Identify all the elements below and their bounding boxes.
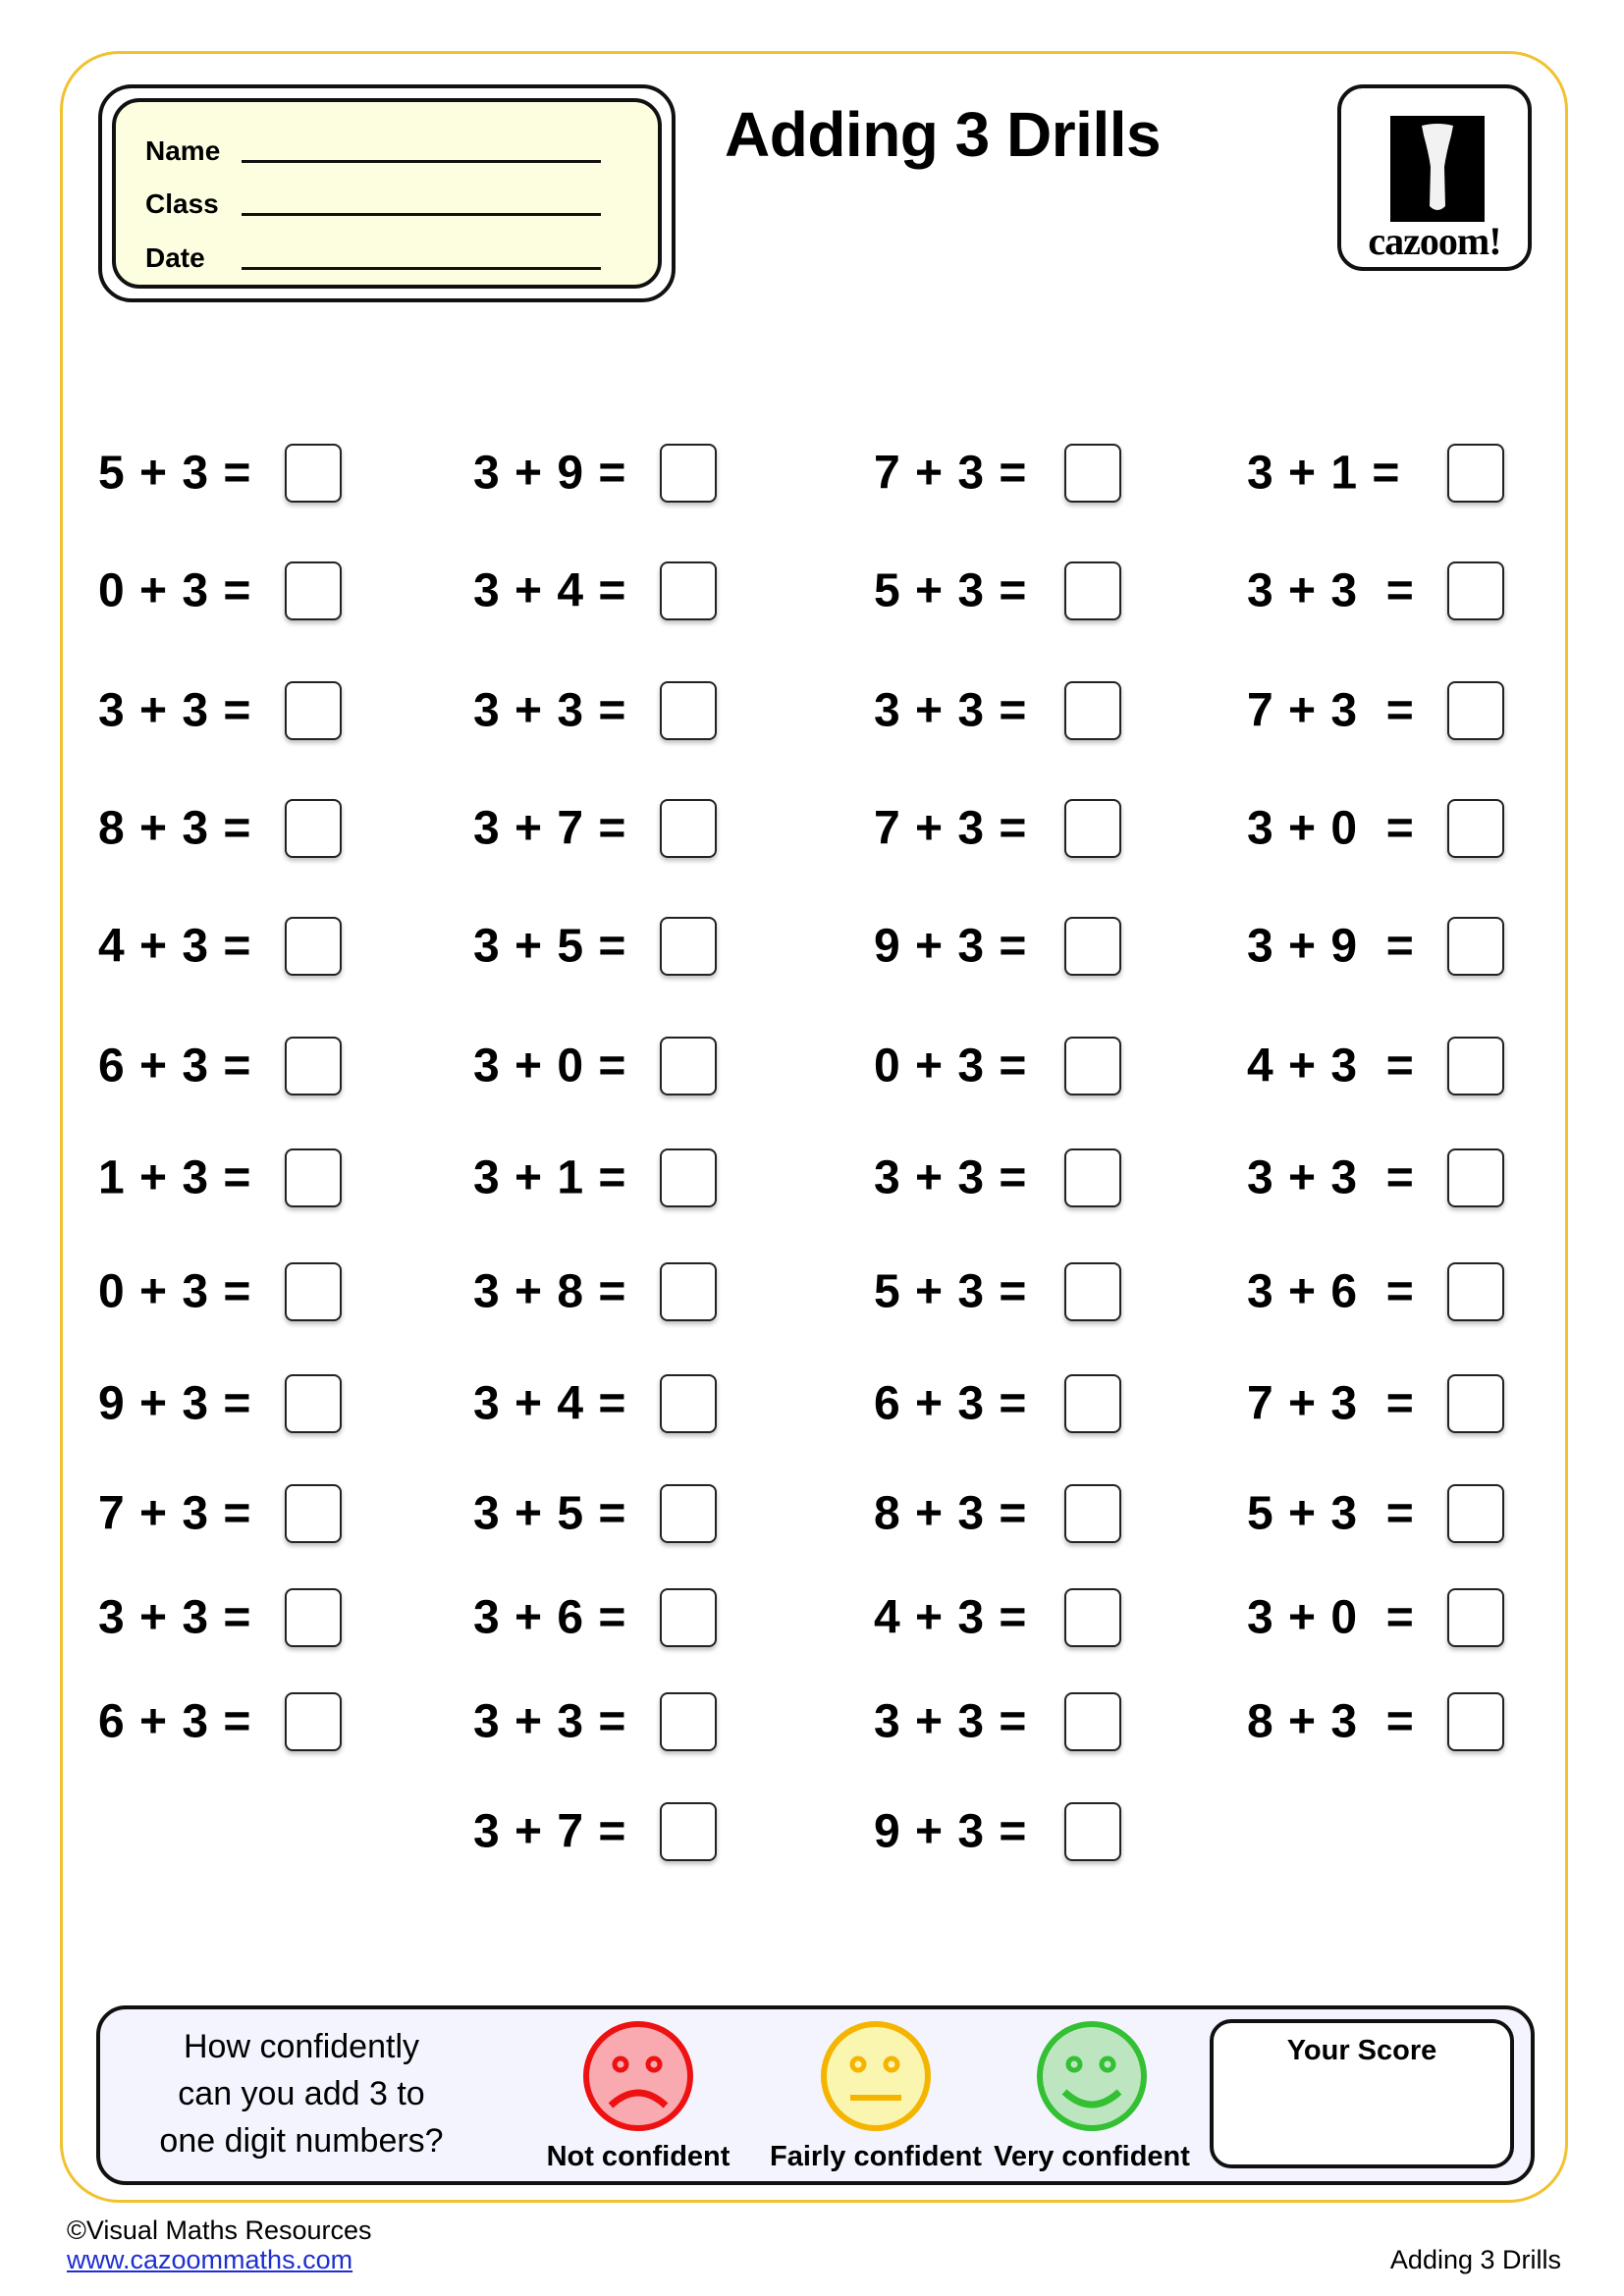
answer-box[interactable]	[1447, 444, 1504, 503]
problem-item	[1247, 1695, 1415, 1749]
cazoom-logo	[1337, 84, 1532, 271]
problem-expression: 9 + 3 =	[874, 920, 1028, 973]
problem-item	[1247, 1040, 1415, 1094]
answer-box[interactable]	[285, 1037, 342, 1095]
confidence-question	[130, 2023, 473, 2164]
problem-item	[874, 447, 1027, 501]
problem-item	[874, 1805, 1027, 1859]
answer-box[interactable]	[1447, 1148, 1504, 1207]
problem-expression: 3 + 3 =	[1247, 1151, 1415, 1204]
question-line: one digit numbers?	[159, 2122, 444, 2160]
problem-expression: 3 + 9 =	[1247, 920, 1415, 973]
problem-item	[874, 1265, 1027, 1319]
happy-face-icon	[1035, 2019, 1149, 2133]
answer-box[interactable]	[1064, 681, 1121, 740]
drum-icon	[1390, 116, 1485, 222]
problem-expression: 3 + 6 =	[1247, 1265, 1415, 1318]
problem-item	[874, 1591, 1027, 1645]
answer-box[interactable]	[1447, 1037, 1504, 1095]
class-label: Class	[145, 188, 219, 219]
option-fairly-confident[interactable]	[768, 2019, 984, 2173]
answer-box[interactable]	[1064, 1262, 1121, 1321]
problem-expression: 9 + 3 =	[98, 1377, 252, 1430]
problem-item	[473, 1591, 626, 1645]
problem-expression: 3 + 9 =	[473, 447, 627, 500]
problem-item	[1247, 802, 1415, 856]
answer-box[interactable]	[660, 1374, 717, 1433]
date-line[interactable]	[242, 267, 601, 270]
problem-item	[473, 1151, 626, 1205]
answer-box[interactable]	[285, 1692, 342, 1751]
problem-expression: 6 + 3 =	[98, 1695, 252, 1748]
problem-expression: 3 + 6 =	[473, 1591, 627, 1644]
problem-expression: 8 + 3 =	[1247, 1695, 1415, 1748]
option-label: Fairly confident	[770, 2141, 982, 2172]
problem-expression: 1 + 3 =	[98, 1151, 252, 1204]
problem-expression: 4 + 3 =	[98, 920, 252, 973]
answer-box[interactable]	[285, 799, 342, 858]
option-very-confident[interactable]	[989, 2019, 1195, 2173]
option-label: Not confident	[546, 2141, 731, 2172]
question-line: can you add 3 to	[178, 2075, 425, 2112]
answer-box[interactable]	[660, 1692, 717, 1751]
answer-box[interactable]	[1447, 1484, 1504, 1543]
student-info-box	[98, 84, 676, 302]
problem-item	[473, 1040, 626, 1094]
answer-box[interactable]	[285, 1374, 342, 1433]
page-title: Adding 3 Drills	[725, 99, 1162, 170]
problem-expression: 7 + 3 =	[1247, 1377, 1415, 1430]
sad-face-icon	[581, 2019, 695, 2133]
problem-expression: 3 + 7 =	[473, 1805, 627, 1858]
problem-item	[473, 1487, 626, 1541]
answer-box[interactable]	[1064, 1802, 1121, 1861]
problem-expression: 0 + 3 =	[98, 1265, 252, 1318]
answer-box[interactable]	[1447, 1692, 1504, 1751]
problem-item	[473, 802, 626, 856]
answer-box[interactable]	[285, 444, 342, 503]
problem-item	[98, 1377, 251, 1431]
problem-item	[874, 920, 1027, 974]
problem-item	[98, 802, 251, 856]
problem-expression: 3 + 5 =	[473, 1487, 627, 1540]
problem-expression: 3 + 3 =	[98, 1591, 252, 1644]
answer-box[interactable]	[660, 561, 717, 620]
problem-expression: 7 + 3 =	[1247, 684, 1415, 737]
answer-box[interactable]	[660, 444, 717, 503]
problem-expression: 3 + 3 =	[473, 684, 627, 737]
answer-box[interactable]	[660, 1484, 717, 1543]
problem-expression: 3 + 3 =	[1247, 564, 1415, 617]
problem-item	[1247, 920, 1415, 974]
problem-item	[98, 1591, 251, 1645]
problem-item	[1247, 564, 1415, 618]
problem-item	[98, 1695, 251, 1749]
answer-box[interactable]	[660, 681, 717, 740]
question-line: How confidently	[183, 2028, 419, 2065]
date-field[interactable]	[145, 242, 601, 274]
problem-expression: 3 + 4 =	[473, 1377, 627, 1430]
problem-expression: 8 + 3 =	[98, 802, 252, 855]
score-label: Your Score	[1286, 2035, 1437, 2066]
answer-box[interactable]	[285, 917, 342, 976]
problem-expression: 3 + 3 =	[874, 684, 1028, 737]
problem-expression: 5 + 3 =	[874, 1265, 1028, 1318]
problem-expression: 0 + 3 =	[874, 1040, 1028, 1093]
problem-expression: 3 + 3 =	[98, 684, 252, 737]
problem-expression: 0 + 3 =	[98, 564, 252, 617]
problem-item	[1247, 447, 1400, 501]
answer-box[interactable]	[1064, 444, 1121, 503]
problem-item	[98, 684, 251, 738]
problem-item	[1247, 1591, 1415, 1645]
problem-item	[1247, 1151, 1415, 1205]
answer-box[interactable]	[1064, 1692, 1121, 1751]
score-box[interactable]	[1210, 2019, 1514, 2168]
answer-box[interactable]	[285, 1262, 342, 1321]
name-label: Name	[145, 135, 221, 166]
problem-expression: 3 + 3 =	[874, 1151, 1028, 1204]
answer-box[interactable]	[1447, 681, 1504, 740]
answer-box[interactable]	[1447, 917, 1504, 976]
problem-item	[98, 1040, 251, 1094]
problem-item	[98, 920, 251, 974]
answer-box[interactable]	[1447, 799, 1504, 858]
problem-item	[473, 1265, 626, 1319]
class-line[interactable]	[242, 213, 601, 216]
answer-box[interactable]	[660, 917, 717, 976]
problem-expression: 6 + 3 =	[98, 1040, 252, 1093]
problem-expression: 3 + 0 =	[1247, 802, 1415, 855]
problem-expression: 3 + 5 =	[473, 920, 627, 973]
problem-item	[98, 447, 251, 501]
answer-box[interactable]	[1447, 561, 1504, 620]
footer-page-title: Adding 3 Drills	[1389, 2245, 1561, 2274]
answer-box[interactable]	[1447, 1588, 1504, 1647]
problem-item	[473, 1805, 626, 1859]
date-label: Date	[145, 242, 205, 273]
problem-item	[98, 1487, 251, 1541]
option-not-confident[interactable]	[540, 2019, 736, 2173]
answer-box[interactable]	[285, 1148, 342, 1207]
answer-box[interactable]	[1064, 1374, 1121, 1433]
footer-credits	[67, 2216, 372, 2274]
problem-item	[1247, 1377, 1415, 1431]
problem-item	[874, 684, 1027, 738]
problem-item	[98, 1151, 251, 1205]
problem-item	[874, 802, 1027, 856]
copyright-text: ©Visual Maths Resources	[67, 2216, 372, 2245]
problem-expression: 3 + 4 =	[473, 564, 627, 617]
problem-expression: 4 + 3 =	[1247, 1040, 1415, 1093]
answer-box[interactable]	[660, 799, 717, 858]
answer-box[interactable]	[1447, 1262, 1504, 1321]
problem-item	[874, 1040, 1027, 1094]
problem-item	[473, 920, 626, 974]
problem-expression: 5 + 3 =	[98, 447, 252, 500]
problem-item	[473, 447, 626, 501]
problem-item	[473, 564, 626, 618]
problem-expression: 5 + 3 =	[1247, 1487, 1415, 1540]
problem-item	[473, 1695, 626, 1749]
neutral-face-icon	[819, 2019, 933, 2133]
problem-expression: 3 + 8 =	[473, 1265, 627, 1318]
page-border	[60, 51, 1568, 2203]
problem-item	[874, 1695, 1027, 1749]
problem-item	[473, 684, 626, 738]
problem-item	[874, 1151, 1027, 1205]
problem-item	[473, 1377, 626, 1431]
problem-expression: 8 + 3 =	[874, 1487, 1028, 1540]
answer-box[interactable]	[1447, 1374, 1504, 1433]
answer-box[interactable]	[660, 1262, 717, 1321]
problem-expression: 7 + 3 =	[874, 802, 1028, 855]
name-line[interactable]	[242, 160, 601, 163]
problem-item	[98, 564, 251, 618]
answer-box[interactable]	[1064, 1037, 1121, 1095]
answer-box[interactable]	[285, 1588, 342, 1647]
answer-box[interactable]	[285, 681, 342, 740]
problem-expression: 3 + 1 =	[473, 1151, 627, 1204]
answer-box[interactable]	[285, 1484, 342, 1543]
problem-expression: 6 + 3 =	[874, 1377, 1028, 1430]
answer-box[interactable]	[285, 561, 342, 620]
problem-item	[874, 1377, 1027, 1431]
problem-expression: 3 + 0 =	[1247, 1591, 1415, 1644]
problem-expression: 3 + 7 =	[473, 802, 627, 855]
answer-box[interactable]	[1064, 1588, 1121, 1647]
logo-text: cazoom!	[1368, 219, 1501, 263]
answer-box[interactable]	[660, 1802, 717, 1861]
problem-item	[874, 1487, 1027, 1541]
problem-item	[98, 1265, 251, 1319]
answer-box[interactable]	[660, 1037, 717, 1095]
answer-box[interactable]	[1064, 1484, 1121, 1543]
problem-item	[1247, 684, 1415, 738]
name-field[interactable]	[145, 135, 601, 167]
answer-box[interactable]	[1064, 1148, 1121, 1207]
problem-item	[1247, 1487, 1415, 1541]
problem-item	[874, 564, 1027, 618]
problem-expression: 3 + 3 =	[473, 1695, 627, 1748]
problem-expression: 5 + 3 =	[874, 564, 1028, 617]
problem-expression: 7 + 3 =	[874, 447, 1028, 500]
answer-box[interactable]	[1064, 561, 1121, 620]
answer-box[interactable]	[1064, 799, 1121, 858]
option-label: Very confident	[994, 2141, 1190, 2172]
answer-box[interactable]	[1064, 917, 1121, 976]
class-field[interactable]	[145, 188, 601, 220]
answer-box[interactable]	[660, 1148, 717, 1207]
website-link[interactable]: www.cazoommaths.com	[67, 2245, 353, 2274]
problem-expression: 9 + 3 =	[874, 1805, 1028, 1858]
problem-expression: 3 + 3 =	[874, 1695, 1028, 1748]
confidence-panel	[96, 2005, 1535, 2185]
problem-expression: 3 + 0 =	[473, 1040, 627, 1093]
problem-expression: 3 + 1 =	[1247, 447, 1401, 500]
problem-expression: 7 + 3 =	[98, 1487, 252, 1540]
answer-box[interactable]	[660, 1588, 717, 1647]
problem-expression: 4 + 3 =	[874, 1591, 1028, 1644]
problem-item	[1247, 1265, 1415, 1319]
